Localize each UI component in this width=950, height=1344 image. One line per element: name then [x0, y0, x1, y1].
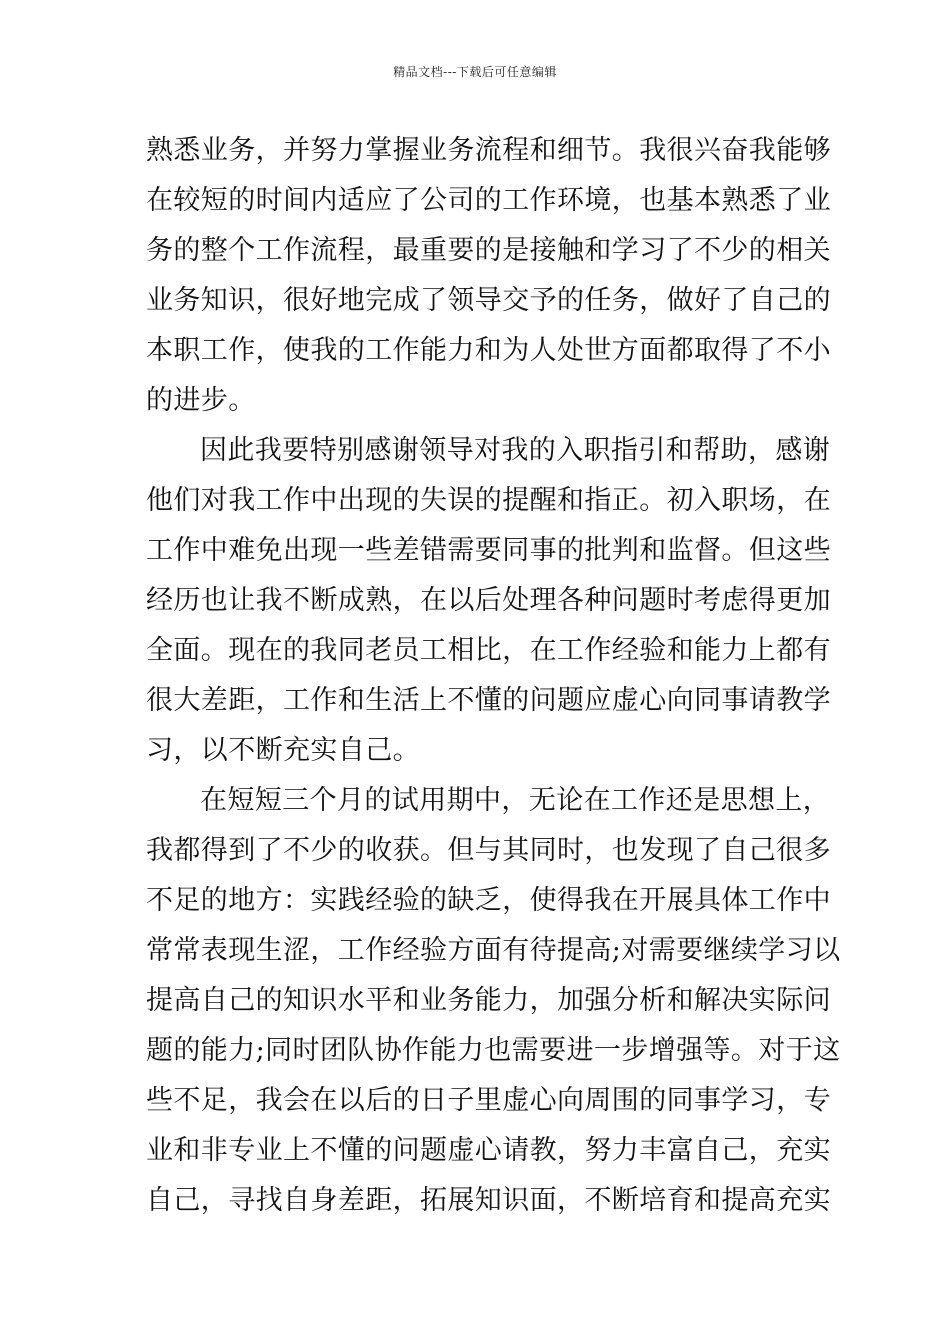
- text-line: 经历也让我不断成熟，在以后处理各种问题时考虑得更加: [146, 585, 831, 616]
- text-line: 在短短三个月的试用期中，无论在工作还是思想上，: [200, 785, 831, 816]
- text-line: 题的能力;同时团队协作能力也需要进一步增强等。对于这: [146, 1035, 841, 1066]
- text-line: 熟悉业务，并努力掌握业务流程和细节。我很兴奋我能够: [146, 135, 831, 166]
- text-line: 业务知识，很好地完成了领导交予的任务，做好了自己的: [146, 285, 831, 316]
- text-line: 在较短的时间内适应了公司的工作环境，也基本熟悉了业: [146, 185, 831, 216]
- text-line: 很大差距，工作和生活上不懂的问题应虚心向同事请教学: [146, 685, 831, 716]
- text-line: 些不足，我会在以后的日子里虚心向周围的同事学习，专: [146, 1085, 831, 1116]
- text-line: 我都得到了不少的收获。但与其同时，也发现了自己很多: [146, 835, 831, 866]
- text-line: 他们对我工作中出现的失误的提醒和指正。初入职场，在: [146, 485, 831, 516]
- text-line: 自己，寻找自身差距，拓展知识面，不断培育和提高充实: [146, 1185, 831, 1216]
- text-line: 工作中难免出现一些差错需要同事的批判和监督。但这些: [146, 535, 831, 566]
- text-line: 的进步。: [146, 385, 256, 416]
- text-line: 全面。现在的我同老员工相比，在工作经验和能力上都有: [146, 635, 831, 666]
- text-line: 常常表现生涩，工作经验方面有待提高;对需要继续学习以: [146, 935, 841, 966]
- text-line: 本职工作，使我的工作能力和为人处世方面都取得了不小: [146, 335, 831, 366]
- text-line: 提高自己的知识水平和业务能力，加强分析和解决实际问: [146, 985, 831, 1016]
- text-line: 业和非专业上不懂的问题虚心请教，努力丰富自己，充实: [146, 1135, 831, 1166]
- document-body: [146, 126, 841, 1226]
- page-header: 精品文档---下载后可任意编辑: [393, 65, 557, 79]
- text-line: 不足的地方：实践经验的缺乏，使得我在开展具体工作中: [146, 885, 831, 916]
- text-line: 因此我要特别感谢领导对我的入职指引和帮助，感谢: [200, 435, 831, 466]
- text-line: 习，以不断充实自己。: [146, 735, 420, 766]
- text-line: 务的整个工作流程，最重要的是接触和学习了不少的相关: [146, 235, 831, 266]
